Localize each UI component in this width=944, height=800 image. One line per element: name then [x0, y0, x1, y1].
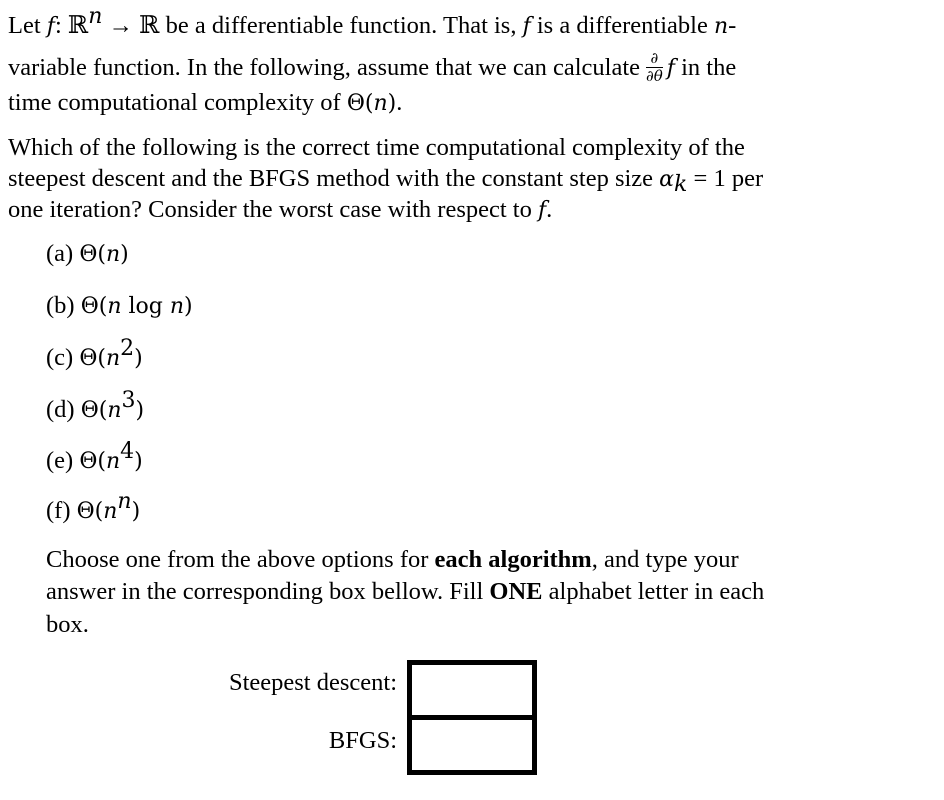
question-line-2	[8, 165, 764, 197]
math-exponent: n	[117, 489, 132, 514]
math-n: n	[105, 242, 121, 267]
math-theta: Θ(	[80, 294, 108, 319]
bfgs-label: BFGS:	[328, 727, 397, 754]
instructions-emphasis: ONE	[489, 578, 543, 605]
math-theta: Θ(	[76, 499, 104, 524]
intro-text: → ℝ be a differentiable function. That is,	[102, 12, 523, 39]
intro-text: .	[396, 89, 403, 116]
intro-text: -	[728, 12, 737, 39]
option-b	[46, 294, 193, 319]
math-n: n	[373, 91, 388, 116]
intro-text: variable function. In the following, assume that we can calculate	[8, 54, 640, 82]
math-paren: )	[184, 294, 193, 319]
option-f	[46, 489, 141, 524]
math-paren: )	[131, 499, 141, 524]
fraction-numerator: ∂	[646, 51, 663, 68]
option-label: (d)	[46, 396, 81, 423]
math-alpha: α	[659, 167, 675, 192]
math-f: f	[666, 56, 675, 82]
math-f: f	[522, 14, 531, 39]
instructions-text: box.	[46, 611, 89, 638]
instructions-line-1	[46, 548, 739, 573]
intro-text: : ℝ	[54, 12, 89, 39]
intro-line-2	[8, 49, 737, 86]
math-theta: Θ(	[80, 398, 108, 423]
math-n: n	[105, 346, 121, 371]
math-n: n	[169, 294, 185, 319]
math-theta: Θ(	[79, 346, 106, 371]
instructions-text: answer in the corresponding box bellow. Fill	[46, 578, 490, 605]
math-f: f	[46, 14, 55, 39]
math-k-subscript: k	[674, 172, 688, 197]
instructions-line-2	[46, 580, 764, 605]
steepest-descent-label: Steepest descent:	[228, 669, 397, 696]
math-n: n	[105, 449, 121, 474]
math-paren: )	[134, 449, 143, 474]
math-n-exponent: n	[88, 4, 103, 29]
instructions-text: , and type your	[591, 546, 739, 573]
option-e	[46, 439, 143, 474]
option-label: (c)	[46, 344, 80, 371]
math-f: f	[538, 198, 547, 223]
math-paren: )	[134, 346, 143, 371]
math-theta: Θ(	[79, 242, 106, 267]
option-a	[46, 242, 129, 267]
question-line-3	[8, 198, 552, 223]
question-text: .	[546, 196, 553, 223]
intro-line-3	[8, 91, 402, 116]
steepest-descent-answer-input[interactable]	[407, 660, 537, 720]
intro-line-1	[8, 4, 737, 39]
intro-text: Let	[8, 12, 47, 39]
math-paren: )	[120, 242, 129, 267]
option-label: (b)	[46, 292, 81, 319]
instructions-text: alphabet letter in each	[542, 578, 765, 605]
intro-text: is a differentiable	[530, 12, 714, 39]
math-theta: Θ(	[79, 449, 106, 474]
question-text: steepest descent and the BFGS method with the constant step size	[8, 165, 660, 192]
math-n: n	[107, 398, 122, 423]
instructions-text: Choose one from the above options for	[46, 546, 435, 573]
math-n: n	[713, 14, 729, 39]
intro-text: time computational complexity of	[8, 89, 347, 116]
option-label: (e)	[46, 447, 80, 474]
math-exponent: 2	[120, 336, 135, 361]
option-d	[46, 388, 145, 423]
partial-derivative-fraction	[646, 51, 663, 84]
option-c	[46, 336, 143, 371]
math-log: log	[121, 294, 170, 319]
math-n: n	[103, 499, 118, 524]
math-exponent: 3	[121, 388, 136, 413]
fraction-denominator: ∂θ	[646, 67, 663, 85]
math-paren: )	[135, 398, 145, 423]
math-exponent: 4	[120, 439, 135, 464]
question-text: = 1 per	[687, 165, 764, 192]
question-text: Which of the following is the correct time computational complexity of the	[8, 134, 745, 161]
instructions-emphasis: each algorithm	[434, 546, 592, 573]
option-label: (a)	[46, 240, 80, 267]
intro-text: in the	[674, 54, 737, 82]
bfgs-answer-input[interactable]	[407, 715, 537, 775]
math-n: n	[107, 294, 122, 319]
option-label: (f)	[46, 497, 77, 524]
question-line-1	[8, 136, 745, 161]
math-theta: Θ(	[346, 91, 374, 116]
instructions-line-3	[46, 613, 89, 638]
question-text: one iteration? Consider the worst case with respect to	[8, 196, 538, 223]
math-paren: )	[387, 91, 397, 116]
